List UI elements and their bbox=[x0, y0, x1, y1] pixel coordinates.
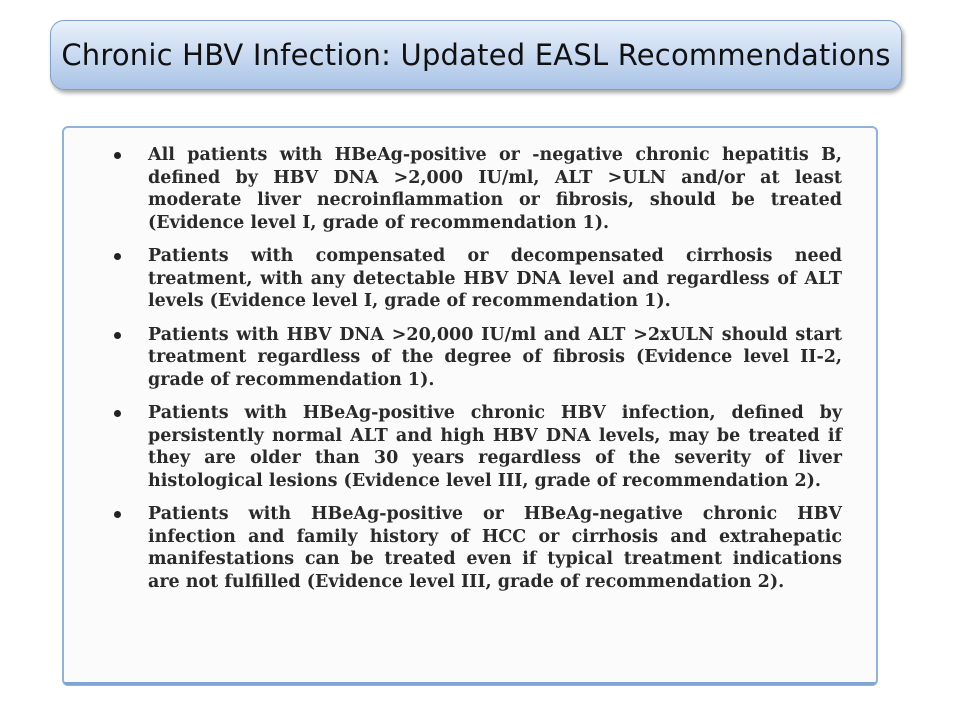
bullet-icon bbox=[114, 253, 121, 260]
recommendation-text: Patients with HBV DNA >20,000 IU/ml and ALT >2xULN should start treatment regardless of the degree of fibrosis (Evidence level II-2, grade of recommendation 1). bbox=[148, 324, 842, 390]
bullet-icon bbox=[114, 332, 121, 339]
recommendation-item bbox=[110, 402, 842, 492]
bullet-icon bbox=[114, 152, 121, 159]
recommendations-box bbox=[62, 126, 878, 686]
bullet-icon bbox=[114, 511, 121, 518]
recommendation-text: Patients with HBeAg-positive chronic HBV infection, defined by persistently normal ALT and high HBV DNA levels, may be treated if they are older than 30 years regardless of the severity of liver histological lesions (Evidence level III, grade of recommendation 2). bbox=[148, 403, 842, 491]
recommendation-item bbox=[110, 324, 842, 392]
bullet-icon bbox=[114, 410, 121, 417]
recommendations-list bbox=[64, 128, 876, 593]
recommendation-item bbox=[110, 503, 842, 593]
recommendation-text: All patients with HBeAg-positive or -negative chronic hepatitis B, defined by HBV DNA >2,000 IU/ml, ALT >ULN and/or at least moderate liver necroinflammation or fibrosis, should be treated (Evidence level I, grade of recommendation 1). bbox=[148, 145, 842, 233]
slide-title: Chronic HBV Infection: Updated EASL Recommendations bbox=[61, 38, 891, 72]
recommendation-text: Patients with compensated or decompensated cirrhosis need treatment, with any detectable HBV DNA level and regardless of ALT levels (Evidence level I, grade of recommendation 1). bbox=[148, 246, 842, 311]
recommendation-item bbox=[110, 144, 842, 234]
recommendation-text: Patients with HBeAg-positive or HBeAg-negative chronic HBV infection and family history of HCC or cirrhosis and extrahepatic manifestations can be treated even if typical treatment indications are not fulfilled (Evidence level III, grade of recommendation 2). bbox=[148, 504, 842, 592]
recommendation-item bbox=[110, 245, 842, 313]
slide-title-banner bbox=[50, 20, 902, 90]
